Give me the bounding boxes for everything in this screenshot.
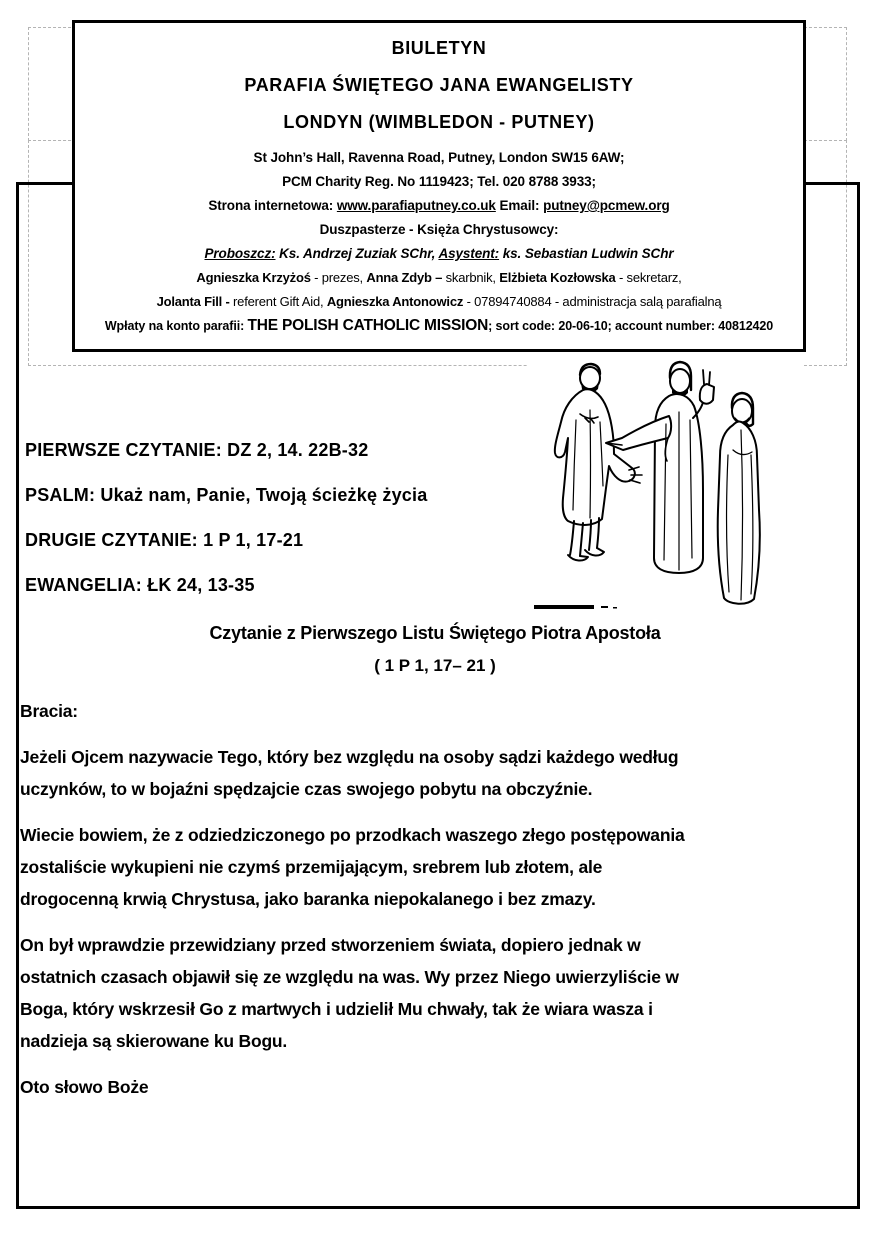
- team1-role3: - sekretarz,: [615, 270, 682, 285]
- assistant-name: ks. Sebastian Ludwin SChr: [499, 246, 674, 261]
- payment-line: [75, 315, 803, 337]
- team1-name1: Agnieszka Krzyżoś: [196, 270, 311, 285]
- first-reading: PIERWSZE CZYTANIE: DZ 2, 14. 22B-32: [25, 440, 369, 460]
- team2-name1: Jolanta Fill -: [156, 294, 230, 309]
- reading-title: Czytanie z Pierwszego Listu Świętego Piotra Apostoła: [209, 623, 661, 643]
- psalm-reading: PSALM: Ukaż nam, Panie, Twoją ścieżkę życia: [25, 485, 428, 505]
- paragraph-1: Jeżeli Ojcem nazywacie Tego, który bez względu na osoby sądzi każdego według uczynków, to w bojaźni spędzajcie czas swojego pobytu na obczyźnie.: [20, 747, 679, 799]
- clergy-line: [75, 243, 803, 265]
- masthead: [72, 20, 806, 352]
- bulletin-title: BIULETYN: [391, 38, 487, 58]
- reading-reference: ( 1 P 1, 17– 21 ): [374, 656, 496, 675]
- address-line: St John’s Hall, Ravenna Road, Putney, London SW15 6AW;: [253, 150, 625, 165]
- email-link[interactable]: putney@pcmew.org: [543, 198, 670, 213]
- clergy-heading: Duszpasterze - Księża Chrystusowcy:: [319, 222, 559, 237]
- charity-line: PCM Charity Reg. No 1119423; Tel. 020 8788 3933;: [282, 174, 596, 189]
- website-link[interactable]: www.parafiaputney.co.uk: [336, 198, 496, 213]
- contact-line: [75, 195, 803, 217]
- payment-account-name: THE POLISH CATHOLIC MISSION: [247, 317, 489, 334]
- team2-name2: Agnieszka Antonowicz: [326, 294, 464, 309]
- reading-heading: [16, 622, 854, 677]
- paragraph-3: On był wprawdzie przewidziany przed stworzeniem świata, dopiero jednak w ostatnich czasach objawił się ze względu na was. Wy przez Niego uwierzyliście w Boga, który wskrzesił Go z martwych i udzielił Mu chwały, tak że wiara wasza i nadzieja są skierowane ku Bogu.: [20, 935, 679, 1051]
- parish-location: LONDYN (WIMBLEDON - PUTNEY): [283, 112, 595, 132]
- website-label: Strona internetowa:: [208, 198, 337, 213]
- pastor-label: Proboszcz:: [204, 246, 276, 261]
- reading-body: [20, 695, 852, 1117]
- team1-role1: - prezes,: [310, 270, 367, 285]
- second-reading: DRUGIE CZYTANIE: 1 P 1, 17-21: [25, 530, 304, 550]
- paragraph-2: Wiecie bowiem, że z odziedziczonego po przodkach waszego złego postępowania zostaliście wykupieni nie czymś przemijającym, srebrem lub złotem, ale drogocenną krwią Chrystusa, jako baranka niepokalanego i bez zmazy.: [20, 825, 685, 909]
- team2-role2: - 07894740884 - administracja salą parafialną: [463, 294, 722, 309]
- payment-details: ; sort code: 20-06-10; account number: 40812420: [488, 319, 774, 333]
- team1-name3: Elżbieta Kozłowska: [499, 270, 616, 285]
- payment-label: Wpłaty na konto parafii:: [104, 319, 248, 333]
- email-label: Email:: [495, 198, 544, 213]
- readings-list: [25, 438, 427, 618]
- closing-line: Oto słowo Boże: [20, 1077, 149, 1097]
- team2-role1: referent Gift Aid,: [229, 294, 327, 309]
- assistant-label: Asystent:: [438, 246, 500, 261]
- pastor-name: Ks. Andrzej Zuziak SChr,: [275, 246, 439, 261]
- team1-name2: Anna Zdyb –: [366, 270, 443, 285]
- team-line-2: [75, 291, 803, 313]
- gospel-reading: EWANGELIA: ŁK 24, 13-35: [25, 575, 255, 595]
- parish-name: PARAFIA ŚWIĘTEGO JANA EWANGELISTY: [244, 75, 634, 95]
- team1-role2: skarbnik,: [442, 270, 500, 285]
- gospel-scene-illustration-icon: [528, 360, 804, 614]
- salutation: Bracia:: [20, 701, 78, 721]
- team-line-1: [75, 267, 803, 289]
